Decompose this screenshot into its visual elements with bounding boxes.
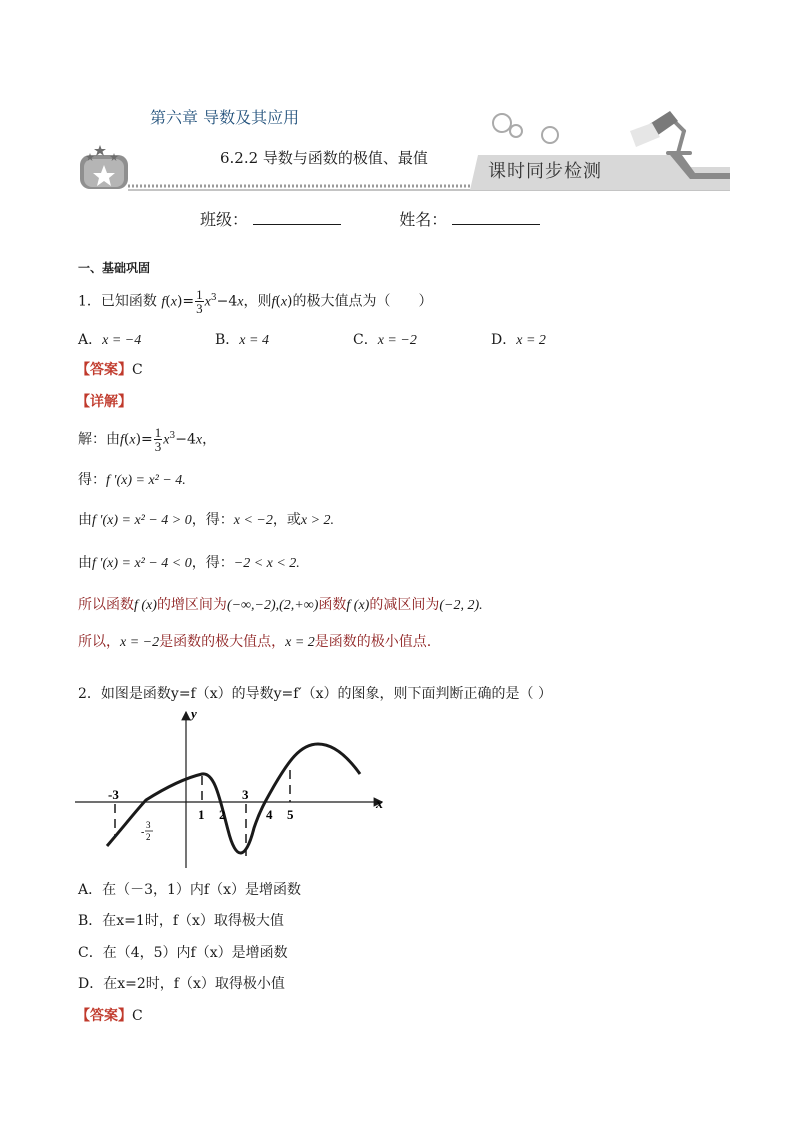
q1-detail-tag: 【详解】 [76,394,132,410]
q1-stem: 1．已知函数 f(x)= $\frac{1}{3}$ $x^3-4x$，则f(x)的极大值点为（ ） [78,287,433,317]
name-label: 姓名： [399,210,448,229]
tick-neg3: -3 [108,787,119,802]
q1-solution-5: 所以函数f (x)的增区间为(−∞,−2),(2,+∞)函数f (x)的减区间为(−2, 2). [78,597,483,613]
q1-option-d[interactable]: D．x = 2 [491,332,546,348]
q2-option-a[interactable]: A．在（－3，1）内f（x）是增函数 [78,882,302,898]
tick-frac-num: 3 [146,820,151,830]
tick-neg-three-halves-minus: - [141,827,145,838]
star-badge-icon [80,145,128,189]
x-axis-label: x [376,797,383,812]
section-title: 6.2.2 导数与函数的极值、最值 [220,149,428,167]
name-field[interactable] [452,210,540,225]
class-field[interactable] [253,210,341,225]
tick-4: 4 [266,807,273,822]
y-axis-label: y [191,706,197,721]
tick-1: 1 [198,807,205,822]
chapter-title: 第六章 导数及其应用 [150,108,300,127]
q1-option-c[interactable]: C．x = −2 [353,332,417,348]
tick-3: 3 [242,787,249,802]
q1-options [78,330,598,351]
tick-2: 2 [219,807,226,822]
q1-solution-4: 由f ′(x) = x² − 4 < 0，得：−2 < x < 2. [78,555,300,571]
header-banner [70,95,730,195]
q1-answer: 【答案】C [76,362,143,378]
q1-solution-3: 由f ′(x) = x² − 4 > 0，得：x < −2，或x > 2. [78,512,335,528]
tick-5: 5 [287,807,294,822]
q2-option-b[interactable]: B．在x=1时，f（x）取得极大值 [78,913,284,929]
derivative-curve [107,744,360,853]
banner-label: 课时同步检测 [488,161,602,182]
tick-frac-den: 2 [146,832,151,842]
part-heading: 一、基础巩固 [78,261,151,275]
q1-option-b[interactable]: B．x = 4 [215,332,269,348]
class-label: 班级： [200,210,249,229]
q2-stem: 2．如图是函数y=f（x）的导数y=f′（x）的图象，则下面判断正确的是（ ） [78,686,552,702]
derivative-graph [70,700,400,875]
q2-answer: 【答案】C [76,1008,143,1024]
q1-solution-2: 得：f ′(x) = x² − 4. [78,472,186,488]
q1-solution-1: 解：由f(x)= $\frac{1}{3}$ $x^3-4x$， [78,425,217,455]
q1-solution-6: 所以，x = −2是函数的极大值点，x = 2是函数的极小值点. [78,634,432,650]
q2-graph [70,700,400,875]
q2-option-d[interactable]: D．在x=2时，f（x）取得极小值 [78,976,285,992]
q2-option-c[interactable]: C．在（4，5）内f（x）是增函数 [78,945,288,961]
q1-option-a[interactable]: A．x = −4 [78,332,142,348]
student-info-row [200,210,540,230]
